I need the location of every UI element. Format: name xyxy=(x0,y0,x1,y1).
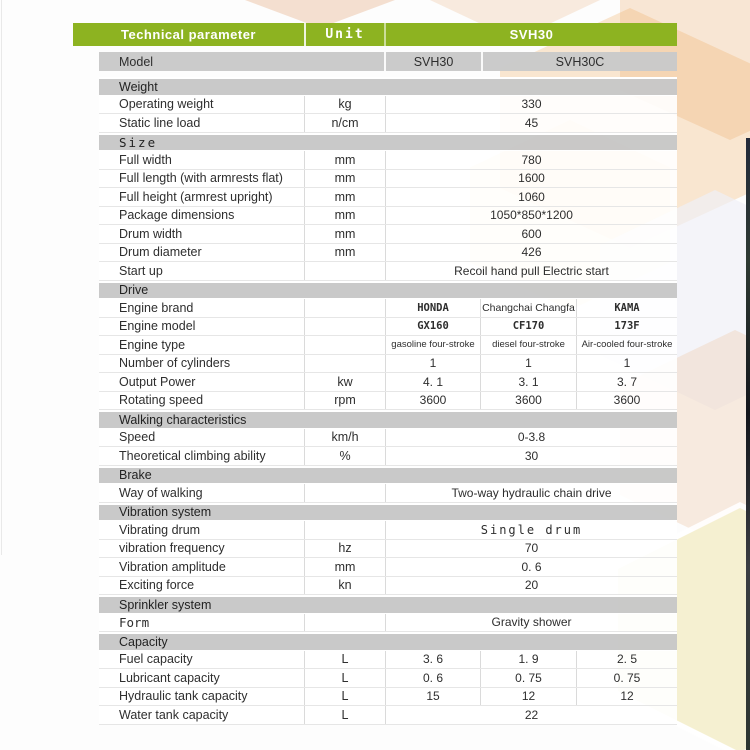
value-cell: 3. 7 xyxy=(616,374,637,389)
param-label xyxy=(99,373,305,391)
value-cell: 4. 1 xyxy=(386,373,481,391)
param-label xyxy=(99,669,305,687)
section-label: Weight xyxy=(119,79,158,94)
unit-cell: km/h xyxy=(305,429,386,447)
spec-row xyxy=(99,355,677,374)
spec-row xyxy=(99,577,677,596)
param-label-text: Drum diameter xyxy=(119,245,202,260)
spec-row xyxy=(99,336,677,355)
unit-cell: mm xyxy=(305,170,386,188)
value-cell: GX160 xyxy=(386,318,481,336)
value-cell: 20 xyxy=(524,578,539,593)
value-cell: 0. 6 xyxy=(386,669,481,687)
value-cell: KAMA xyxy=(614,301,640,314)
spec-row xyxy=(99,318,677,337)
header-technical-parameter: Technical parameter xyxy=(73,23,306,46)
value-cell: 426 xyxy=(521,245,542,260)
param-label-text: Number of cylinders xyxy=(119,356,231,371)
section-label: Sprinkler system xyxy=(119,597,212,612)
header-model: SVH30 xyxy=(509,27,554,42)
unit-cell: kg xyxy=(305,96,386,114)
unit-cell: L xyxy=(305,669,386,687)
header-unit: Unit xyxy=(306,23,386,46)
param-label xyxy=(99,355,305,373)
param-label-text: Start up xyxy=(119,263,163,278)
value-cell: 12 xyxy=(620,689,634,704)
spec-row xyxy=(99,244,677,263)
value-cell: 1600 xyxy=(518,171,545,186)
param-label xyxy=(99,188,305,206)
value-cell: gasoline four-stroke xyxy=(386,336,481,354)
value-cell: 70 xyxy=(524,541,539,556)
param-label xyxy=(99,688,305,706)
right-edge-strip xyxy=(746,138,750,750)
unit-cell: n/cm xyxy=(305,114,386,132)
value-cell: 0-3.8 xyxy=(517,430,546,445)
unit-cell: L xyxy=(305,706,386,724)
param-label xyxy=(99,577,305,595)
value-cell: 30 xyxy=(524,448,539,463)
unit-cell: L xyxy=(305,651,386,669)
unit-cell: rpm xyxy=(305,392,386,410)
section-label: Walking characteristics xyxy=(119,412,247,427)
param-label-text: Rotating speed xyxy=(119,393,204,408)
param-label-text: Form xyxy=(119,614,150,630)
value-cell: Air-cooled four-stroke xyxy=(581,339,673,351)
param-label xyxy=(99,170,305,188)
param-label-text: Full height (armrest upright) xyxy=(119,189,273,204)
param-label-text: Engine type xyxy=(119,337,186,352)
value-cell: 2. 5 xyxy=(616,652,637,667)
value-cell: 1060 xyxy=(518,189,545,204)
value-cell: 1. 9 xyxy=(481,651,577,669)
param-label-text: Full width xyxy=(119,152,172,167)
param-label xyxy=(99,299,305,317)
unit-cell: hz xyxy=(305,540,386,558)
value-cell: Changchai Changfa xyxy=(481,299,577,317)
value-cell: 0. 6 xyxy=(521,559,542,574)
param-label-text: Full length (with armrests flat) xyxy=(119,171,283,186)
param-label xyxy=(99,429,305,447)
spec-row xyxy=(99,262,677,281)
spec-row xyxy=(99,114,677,133)
value-cell: 3600 xyxy=(386,392,481,410)
unit-cell: kw xyxy=(305,373,386,391)
spec-row xyxy=(99,373,677,392)
param-label xyxy=(99,151,305,169)
spec-row xyxy=(99,669,677,688)
unit-cell: kn xyxy=(305,577,386,595)
param-label xyxy=(99,336,305,354)
param-label xyxy=(99,225,305,243)
param-label xyxy=(99,96,305,114)
param-label-text: Vibrating drum xyxy=(119,522,201,537)
value-cell: 1 xyxy=(481,355,577,373)
unit-cell: mm xyxy=(305,225,386,243)
unit-cell xyxy=(305,336,386,354)
unit-cell: % xyxy=(305,447,386,465)
section-row xyxy=(99,133,677,152)
param-label xyxy=(99,614,305,632)
unit-cell: mm xyxy=(305,188,386,206)
model-value: SVH30 xyxy=(386,52,483,71)
param-label xyxy=(99,114,305,132)
value-cell: diesel four-stroke xyxy=(481,336,577,354)
value-cell: 12 xyxy=(481,688,577,706)
unit-cell: mm xyxy=(305,558,386,576)
section-row xyxy=(99,281,677,300)
unit-cell xyxy=(305,614,386,632)
value-cell: 330 xyxy=(521,97,542,112)
section-row xyxy=(99,466,677,485)
param-label-text: Hydraulic tank capacity xyxy=(119,689,248,704)
section-row xyxy=(99,410,677,429)
section-label: Vibration system xyxy=(119,505,212,520)
spec-row xyxy=(99,225,677,244)
param-label xyxy=(99,318,305,336)
param-label-text: Fuel capacity xyxy=(119,652,193,667)
section-row xyxy=(99,595,677,614)
model-label: Model xyxy=(99,52,386,71)
spec-row xyxy=(99,651,677,670)
param-label xyxy=(99,392,305,410)
spec-row xyxy=(99,429,677,448)
param-label xyxy=(99,262,305,280)
unit-cell: mm xyxy=(305,207,386,225)
unit-cell: mm xyxy=(305,244,386,262)
param-label-text: Theoretical climbing ability xyxy=(119,448,266,463)
param-label-text: Way of walking xyxy=(119,485,203,500)
param-label xyxy=(99,706,305,724)
section-label: Capacity xyxy=(119,634,168,649)
spec-row xyxy=(99,484,677,503)
value-cell: 3. 1 xyxy=(481,373,577,391)
spec-row xyxy=(99,706,677,725)
param-label-text: Operating weight xyxy=(119,97,214,112)
section-label: Drive xyxy=(119,283,149,298)
value-cell: 3600 xyxy=(481,392,577,410)
param-label xyxy=(99,558,305,576)
spec-row xyxy=(99,540,677,559)
section-row xyxy=(99,503,677,522)
spec-row xyxy=(99,521,677,540)
unit-cell: L xyxy=(305,688,386,706)
param-label xyxy=(99,521,305,539)
param-label-text: Exciting force xyxy=(119,578,195,593)
unit-cell xyxy=(305,484,386,502)
param-label xyxy=(99,207,305,225)
param-label-text: Drum width xyxy=(119,226,183,241)
spec-row xyxy=(99,207,677,226)
spec-row xyxy=(99,688,677,707)
value-cell: 1050*850*1200 xyxy=(490,208,573,223)
value-cell: 780 xyxy=(521,152,542,167)
param-label-text: Speed xyxy=(119,430,156,445)
param-label-text: vibration frequency xyxy=(119,541,225,556)
param-label-text: Lubricant capacity xyxy=(119,670,220,685)
value-cell: 3. 6 xyxy=(386,651,481,669)
spec-row xyxy=(99,188,677,207)
param-label-text: Static line load xyxy=(119,115,201,130)
section-label: Size xyxy=(119,134,158,150)
param-label xyxy=(99,244,305,262)
section-label: Brake xyxy=(119,468,152,483)
value-cell: Two-way hydraulic chain drive xyxy=(451,485,612,500)
param-label xyxy=(99,484,305,502)
value-cell: 3600 xyxy=(613,393,641,408)
unit-cell xyxy=(305,355,386,373)
param-label-text: Water tank capacity xyxy=(119,707,229,722)
spec-row xyxy=(99,151,677,170)
value-cell: 0. 75 xyxy=(481,669,577,687)
spec-row xyxy=(99,447,677,466)
param-label xyxy=(99,651,305,669)
spec-row xyxy=(99,96,677,115)
param-label-text: Engine model xyxy=(119,319,196,334)
value-cell: Single drum xyxy=(480,522,583,537)
table-header xyxy=(73,23,677,46)
model-value: SVH30C xyxy=(555,54,605,69)
spec-row xyxy=(99,614,677,633)
value-cell: 22 xyxy=(524,707,539,722)
unit-cell xyxy=(305,318,386,336)
value-cell: Recoil hand pull Electric start xyxy=(454,263,609,278)
param-label-text: Engine brand xyxy=(119,300,194,315)
spec-table xyxy=(99,52,677,725)
value-cell: 0. 75 xyxy=(613,670,641,685)
spec-row xyxy=(99,392,677,411)
value-cell: HONDA xyxy=(386,299,481,317)
section-row xyxy=(99,77,677,96)
value-cell: Gravity shower xyxy=(491,615,572,630)
param-label xyxy=(99,447,305,465)
value-cell: 15 xyxy=(386,688,481,706)
param-label-text: Package dimensions xyxy=(119,208,235,223)
unit-cell xyxy=(305,262,386,280)
value-cell: CF170 xyxy=(481,318,577,336)
unit-cell xyxy=(305,521,386,539)
value-cell: 1 xyxy=(386,355,481,373)
value-cell: 45 xyxy=(524,115,539,130)
model-row xyxy=(99,52,677,71)
value-cell: 1 xyxy=(623,356,631,371)
param-label xyxy=(99,540,305,558)
section-row xyxy=(99,632,677,651)
param-label-text: Vibration amplitude xyxy=(119,559,226,574)
unit-cell: mm xyxy=(305,151,386,169)
param-label-text: Output Power xyxy=(119,374,196,389)
spec-row xyxy=(99,299,677,318)
value-cell: 600 xyxy=(521,226,542,241)
unit-cell xyxy=(305,299,386,317)
left-edge-line xyxy=(1,0,2,555)
spec-row xyxy=(99,558,677,577)
spec-row xyxy=(99,170,677,189)
value-cell: 173F xyxy=(614,320,640,333)
